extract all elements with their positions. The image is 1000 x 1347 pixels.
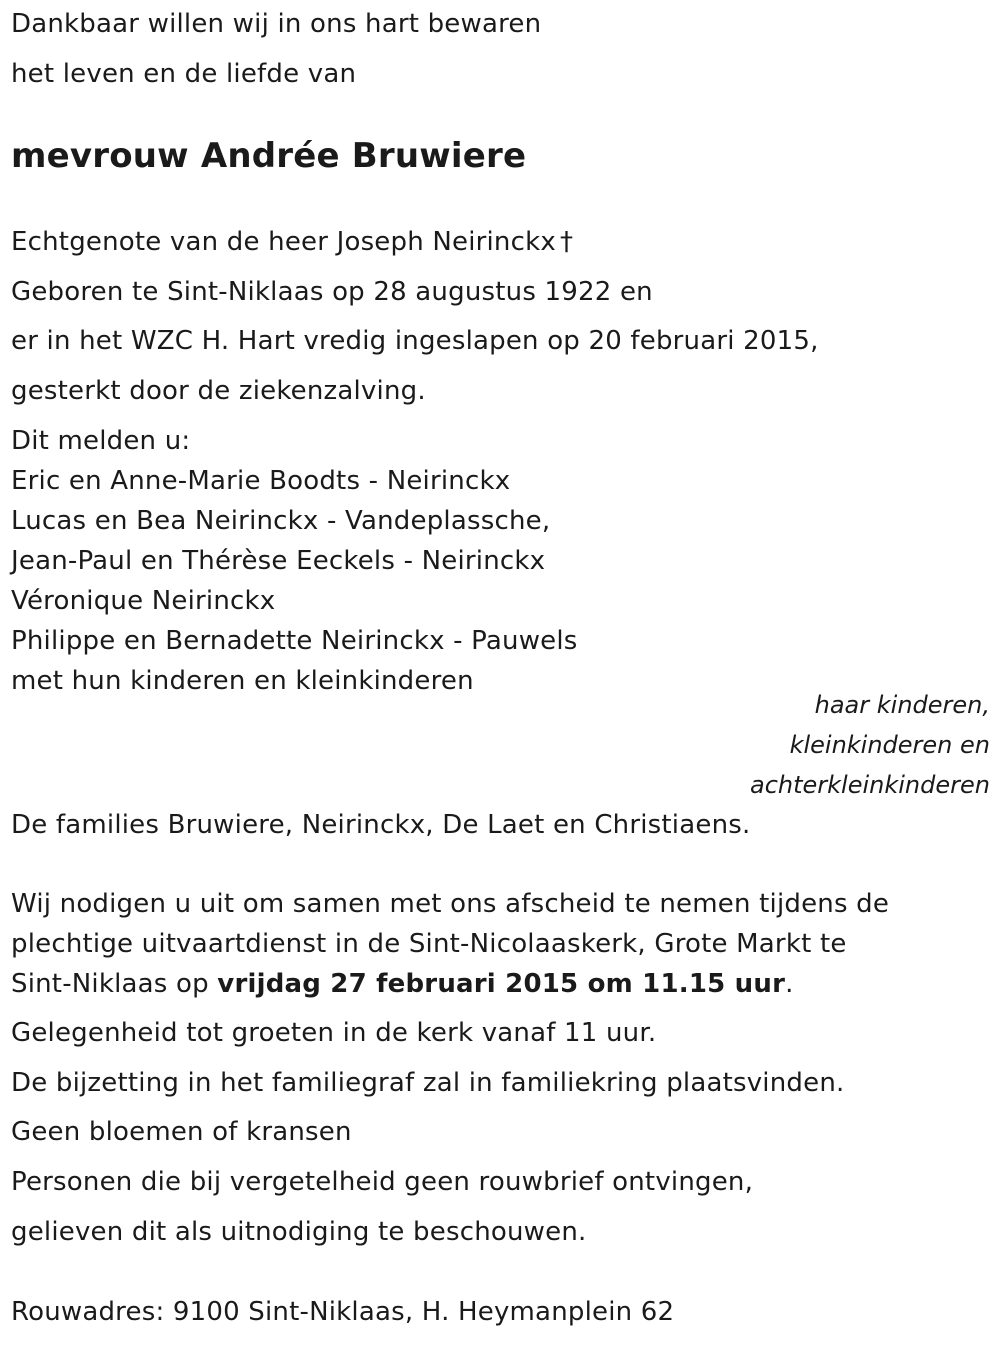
invite-prefix: Sint-Niklaas op [11, 969, 218, 999]
relation-line: kleinkinderen en [789, 731, 990, 759]
greeting-line: Gelegenheid tot groeten in de kerk vanaf 11 uur. [11, 1018, 657, 1048]
relation-line: achterkleinkinderen [750, 771, 990, 799]
note-line-1: Personen die bij vergetelheid geen rouwbrief ontvingen, [11, 1167, 754, 1197]
sacrament-line: gesterkt door de ziekenzalving. [11, 376, 426, 406]
invite-suffix: . [785, 969, 794, 999]
mourning-address: Rouwadres: 9100 Sint-Niklaas, H. Heymanplein 62 [11, 1297, 675, 1327]
invite-line-1: Wij nodigen u uit om samen met ons afscheid te nemen tijdens de [11, 889, 890, 919]
born-line: Geboren te Sint-Niklaas op 28 augustus 1922 en [11, 277, 653, 307]
cross-icon: † [559, 227, 574, 257]
intro-line-1: Dankbaar willen wij in ons hart bewaren [11, 9, 542, 39]
announcers-heading: Dit melden u: [11, 426, 191, 456]
burial-line: De bijzetting in het familiegraf zal in familiekring plaatsvinden. [11, 1068, 845, 1098]
spouse-line [11, 226, 573, 258]
no-flowers-line: Geen bloemen of kransen [11, 1117, 352, 1147]
died-line: er in het WZC H. Hart vredig ingeslapen op 20 februari 2015, [11, 326, 819, 356]
invite-line-3 [11, 968, 794, 1000]
announcer-name: Véronique Neirinckx [11, 586, 276, 616]
note-line-2: gelieven dit als uitnodiging te beschouwen. [11, 1217, 587, 1247]
funeral-date: vrijdag 27 februari 2015 om 11.15 uur [217, 969, 786, 999]
announcer-name: Lucas en Bea Neirinckx - Vandeplassche, [11, 506, 551, 536]
spouse-text: Echtgenote van de heer Joseph Neirinckx [11, 227, 556, 257]
deceased-name: mevrouw Andrée Bruwiere [11, 136, 527, 176]
relation-line: haar kinderen, [814, 691, 990, 719]
announcer-name: Philippe en Bernadette Neirinckx - Pauwels [11, 626, 578, 656]
announcer-name: Jean-Paul en Thérèse Eeckels - Neirinckx [11, 546, 546, 576]
invite-line-2: plechtige uitvaartdienst in de Sint-Nicolaaskerk, Grote Markt te [11, 929, 847, 959]
intro-line-2: het leven en de liefde van [11, 59, 357, 89]
announcer-name: Eric en Anne-Marie Boodts - Neirinckx [11, 466, 511, 496]
announcer-name: met hun kinderen en kleinkinderen [11, 666, 474, 696]
families-line: De families Bruwiere, Neirinckx, De Laet en Christiaens. [11, 810, 751, 840]
